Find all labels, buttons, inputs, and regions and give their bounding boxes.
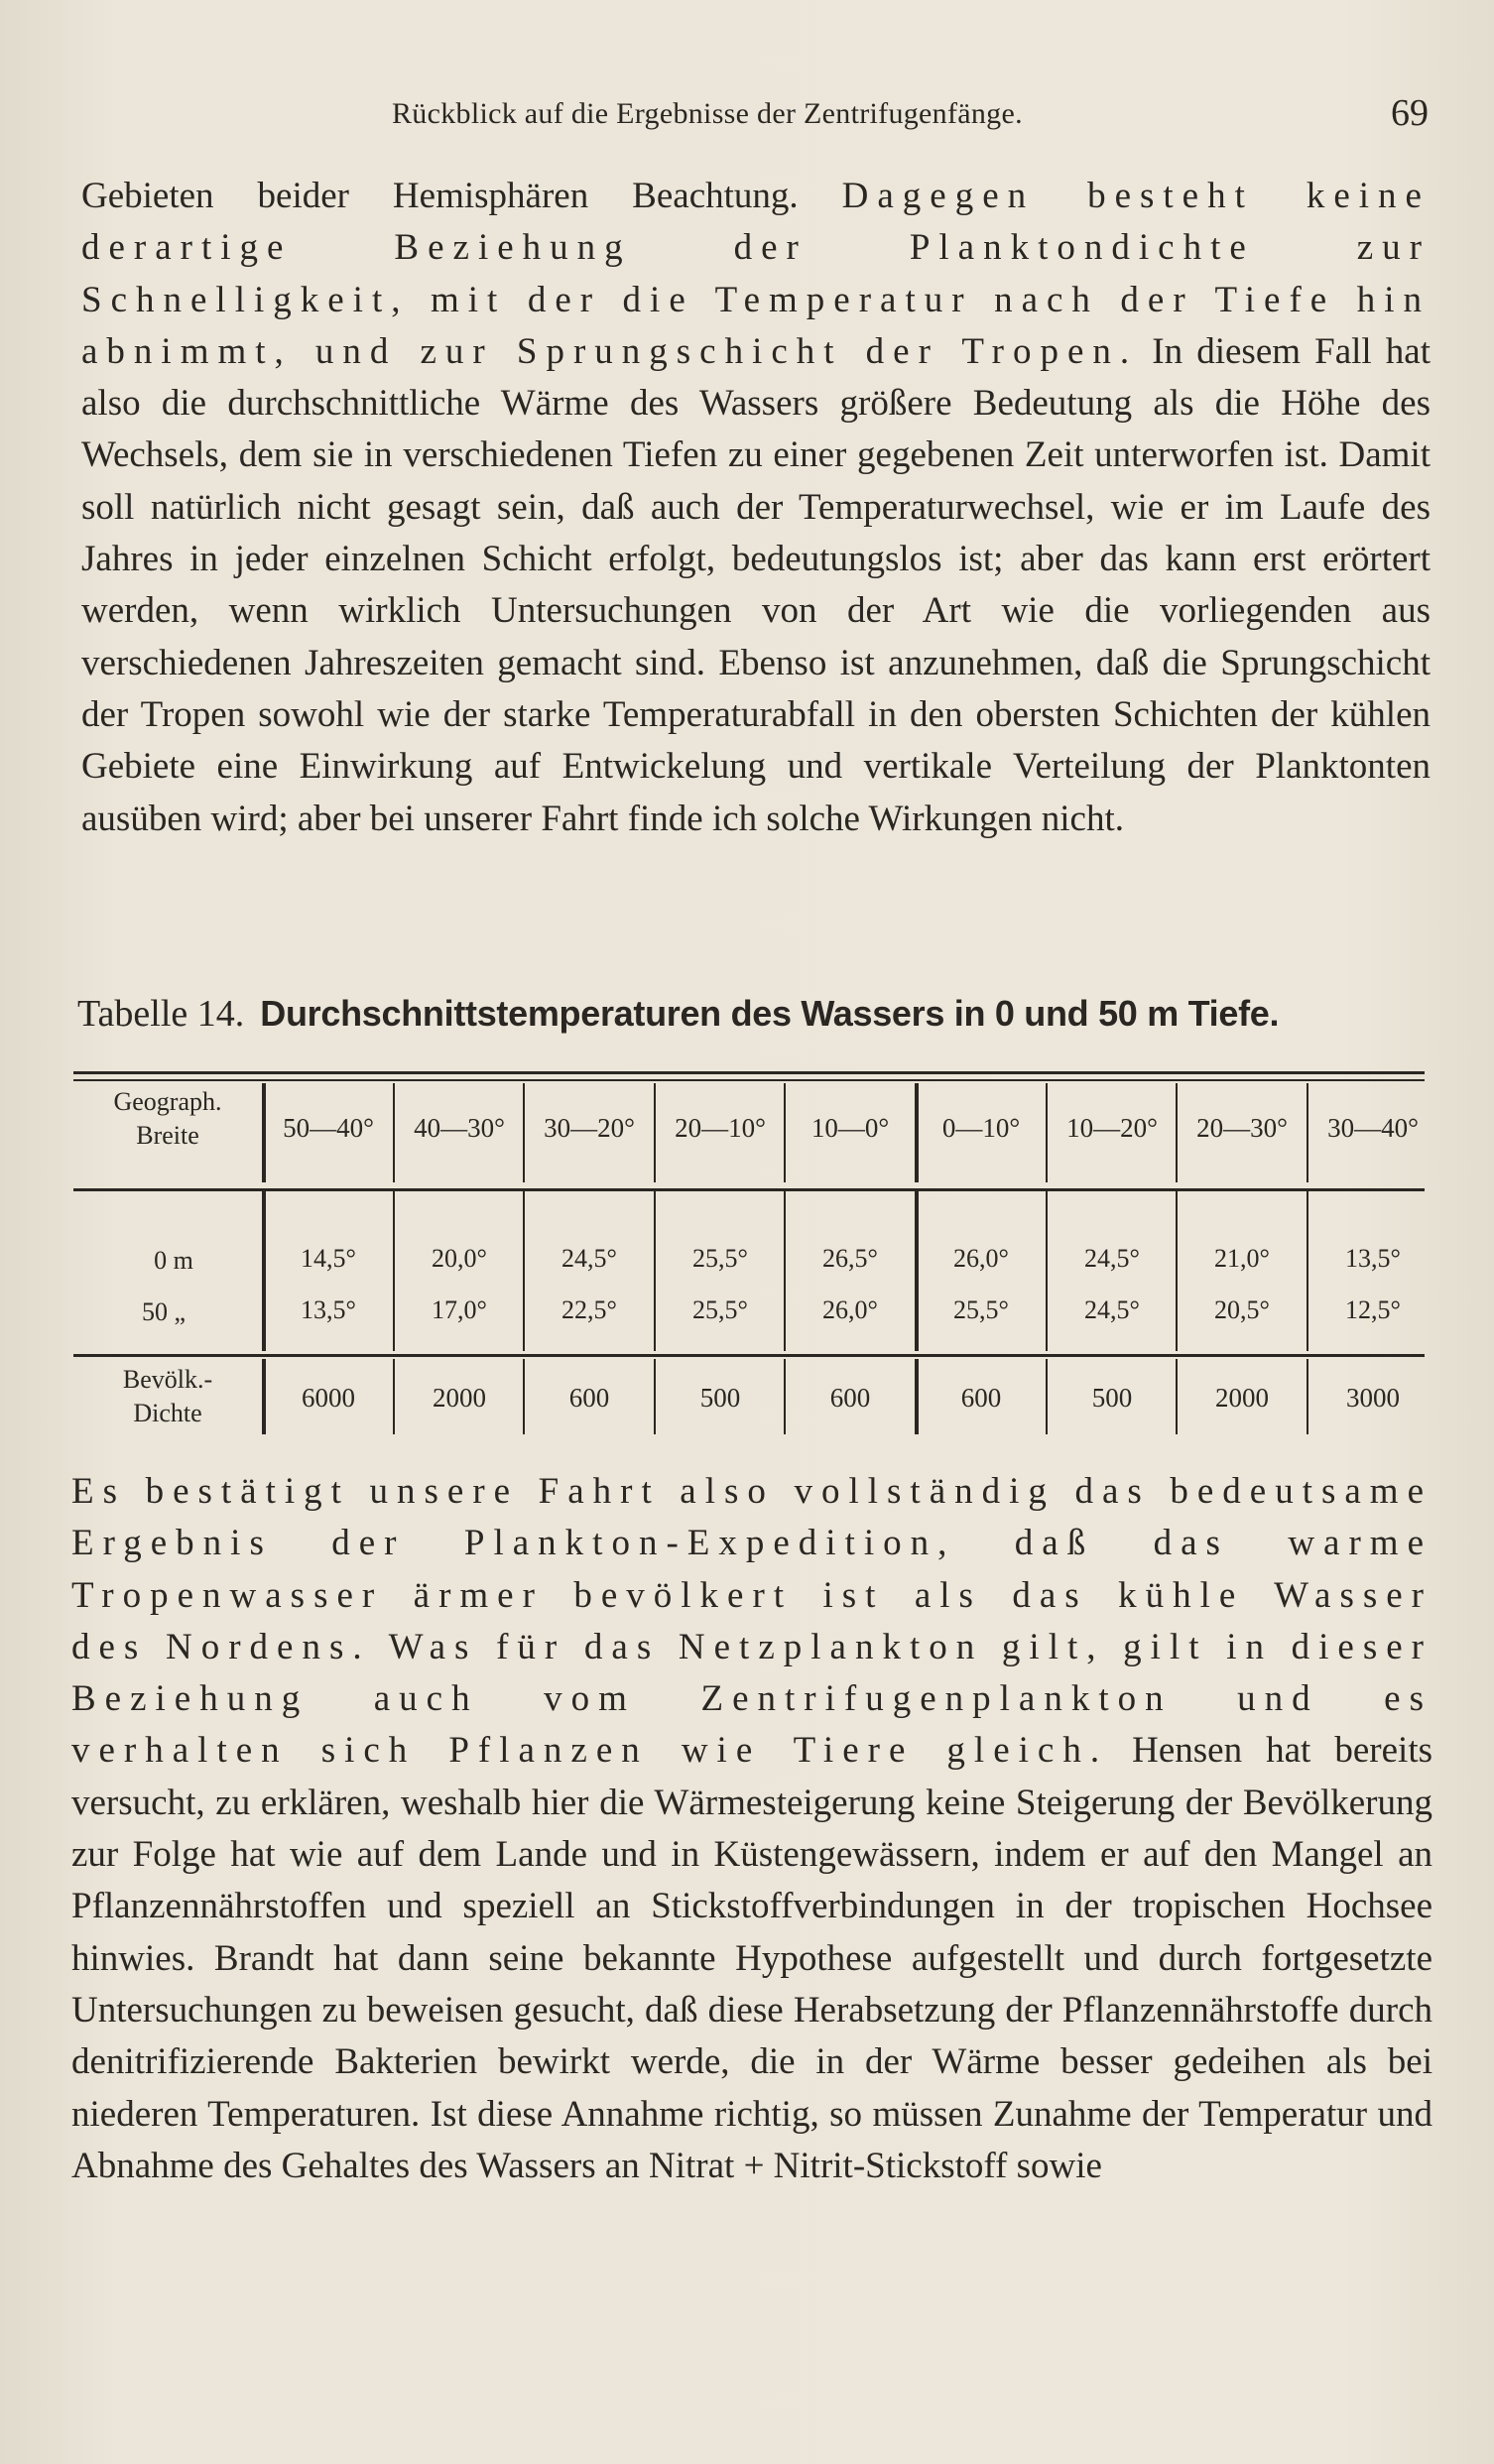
density-cell: 600: [568, 1383, 610, 1413]
table-column-divider: [784, 1359, 786, 1434]
temperature-cell-0m: 26,5°: [822, 1244, 878, 1273]
paragraph-2: [71, 1466, 1432, 2192]
column-header: 20—10°: [675, 1113, 766, 1143]
table-column-divider: [1307, 1190, 1308, 1351]
paragraph-1: [81, 171, 1431, 845]
density-cell: 500: [699, 1383, 741, 1413]
paragraph-1-intro: Gebieten beider Hemisphären Beachtung.: [81, 176, 842, 216]
table-column-divider: [1307, 1359, 1308, 1434]
table-column-divider: [393, 1190, 395, 1351]
paragraph-2-rest: Hensen hat bereits versucht, zu erklären, weshalb hier die Wärmesteigerung keine Steigerung der Bevölkerung zur Folge hat wie auf dem Lande und in Küstengewässern, indem er auf den Mangel an Pflanzennährstoffen und speziell an Stickstoffverbindungen in der tropischen Hochsee hinwies. Brandt hat dann seine bekannte Hypothese aufgestellt und durch fortgesetzte Untersuchungen zu beweisen gesucht, daß diese Herabsetzung der Pflanzennährstoffe durch denitrifizierende Bakterien bewirkt werde, die in der Wärme besser gedeihen als bei niederen Temperaturen. Ist diese Annahme richtig, so müssen Zunahme der Temperatur und Abnahme des Gehaltes des Wassers an Nitrat + Nitrit-Stickstoff sowie: [71, 1730, 1432, 2186]
table-column-divider: [654, 1083, 656, 1182]
table-column-divider: [393, 1359, 395, 1434]
paragraph-2-spaced-emphasis: Es bestätigt unsere Fahrt also vollständig das bedeutsame Ergebnis der Plankton-Expedition, daß das warme Tropenwasser ärmer bevölkert ist als das kühle Wasser des Nordens. Was für das Netzplankton gilt, gilt in dieser Beziehung auch vom Zentrifugenplankton und es verhalten sich Pflanzen wie Tiere gleich.: [71, 1471, 1432, 1772]
table-column-divider: [1046, 1190, 1048, 1351]
temperature-cell-50m: 12,5°: [1345, 1295, 1401, 1324]
running-head-title: Rückblick auf die Ergebnisse der Zentrifugenfänge.: [392, 97, 1023, 130]
temperature-cell-0m: 24,5°: [1084, 1244, 1140, 1273]
table-column-divider: [654, 1359, 656, 1434]
table-column-divider: [523, 1083, 525, 1182]
column-header: 30—20°: [544, 1113, 635, 1143]
density-cell: 500: [1091, 1383, 1133, 1413]
table-column-divider: [1046, 1083, 1048, 1182]
table-column-divider: [523, 1359, 525, 1434]
table-label: Tabelle 14.: [77, 993, 245, 1035]
temperature-cell-0m: 14,5°: [301, 1244, 356, 1273]
row-label-0m: 0 m: [154, 1246, 193, 1275]
temperature-cell-50m: 13,5°: [301, 1295, 356, 1324]
density-cell: 6000: [302, 1383, 355, 1413]
table-column-divider: [1307, 1083, 1308, 1182]
density-cell: 2000: [433, 1383, 486, 1413]
header-label-line2: Breite: [136, 1121, 199, 1150]
density-cell: 2000: [1215, 1383, 1269, 1413]
temperature-cell-50m: 22,5°: [561, 1295, 617, 1324]
table-top-rule-double: [73, 1079, 1425, 1081]
density-label: [73, 1363, 262, 1430]
table-density-rule: [73, 1354, 1425, 1357]
column-header: 50—40°: [283, 1113, 374, 1143]
header-label: [73, 1085, 262, 1153]
table-column-divider: [1176, 1190, 1178, 1351]
temperature-cell-50m: 25,5°: [953, 1295, 1009, 1324]
table-column-divider: [523, 1190, 525, 1351]
header-label-line1: Geograph.: [113, 1087, 222, 1116]
table-column-divider: [1176, 1083, 1178, 1182]
column-header: 10—0°: [810, 1113, 890, 1143]
temperature-cell-50m: 26,0°: [822, 1295, 878, 1324]
paragraph-1-rest: In diesem Fall hat also die durchschnittliche Wärme des Wassers größere Bedeutung als die Höhe des Wechsels, dem sie in verschiedenen Tiefen zu einer gegebenen Zeit unterworfen ist. Damit soll natürlich nicht gesagt sein, daß auch der Temperaturwechsel, wie er im Laufe des Jahres in jeder einzelnen Schicht erfolgt, bedeutungslos ist; aber das kann erst erörtert werden, wenn wirklich Untersuchungen von der Art wie die vorliegenden aus verschiedenen Jahreszeiten gemacht sind. Ebenso ist anzunehmen, daß die Sprungschicht der Tropen sowohl wie der starke Temperaturabfall in den obersten Schichten der kühlen Gebiete eine Einwirkung auf Entwickelung und vertikale Verteilung der Planktonten ausüben wird; aber bei unserer Fahrt finde ich solche Wirkungen nicht.: [81, 330, 1432, 839]
row-label-50m: 50 „: [141, 1297, 187, 1326]
table-header-rule: [73, 1188, 1425, 1191]
temperature-cell-50m: 24,5°: [1084, 1295, 1140, 1324]
column-header: 30—40°: [1327, 1113, 1419, 1143]
column-header: 40—30°: [414, 1113, 505, 1143]
table-caption: [77, 992, 1436, 1036]
table-column-divider: [1176, 1359, 1178, 1434]
density-cell: 600: [829, 1383, 871, 1413]
temperature-cell-50m: 17,0°: [432, 1295, 487, 1324]
table-column-divider: [784, 1083, 786, 1182]
column-header: 20—30°: [1196, 1113, 1288, 1143]
temperature-cell-50m: 25,5°: [692, 1295, 748, 1324]
temperature-cell-0m: 24,5°: [561, 1244, 617, 1273]
temperature-cell-0m: 25,5°: [692, 1244, 748, 1273]
temperature-cell-0m: 21,0°: [1214, 1244, 1270, 1273]
table-title: Durchschnittstemperaturen des Wassers in 0 und 50 m Tiefe.: [260, 993, 1280, 1034]
paragraph-1-spaced-emphasis: Dagegen besteht keine derartige Beziehung der Planktondichte zur Schnelligkeit, mit der die Temperatur nach der Tiefe hin abnimmt, und zur Sprungschicht der Tropen.: [81, 176, 1431, 372]
table-column-divider: [1046, 1359, 1048, 1434]
column-header: 0—10°: [941, 1113, 1021, 1143]
temperature-cell-50m: 20,5°: [1214, 1295, 1270, 1324]
table-top-rule: [73, 1071, 1425, 1074]
temperature-cell-0m: 20,0°: [432, 1244, 487, 1273]
density-label-line1: Bevölk.-: [122, 1365, 213, 1394]
temperature-cell-0m: 26,0°: [953, 1244, 1009, 1273]
table-column-divider: [654, 1190, 656, 1351]
column-header: 10—20°: [1066, 1113, 1158, 1143]
page-number: 69: [1391, 92, 1429, 134]
running-head: [79, 91, 1429, 141]
density-label-line2: Dichte: [133, 1399, 202, 1427]
temperature-cell-0m: 13,5°: [1345, 1244, 1401, 1273]
density-cell: 600: [960, 1383, 1002, 1413]
density-cell: 3000: [1346, 1383, 1400, 1413]
table-column-divider: [784, 1190, 786, 1351]
table-column-divider: [393, 1083, 395, 1182]
